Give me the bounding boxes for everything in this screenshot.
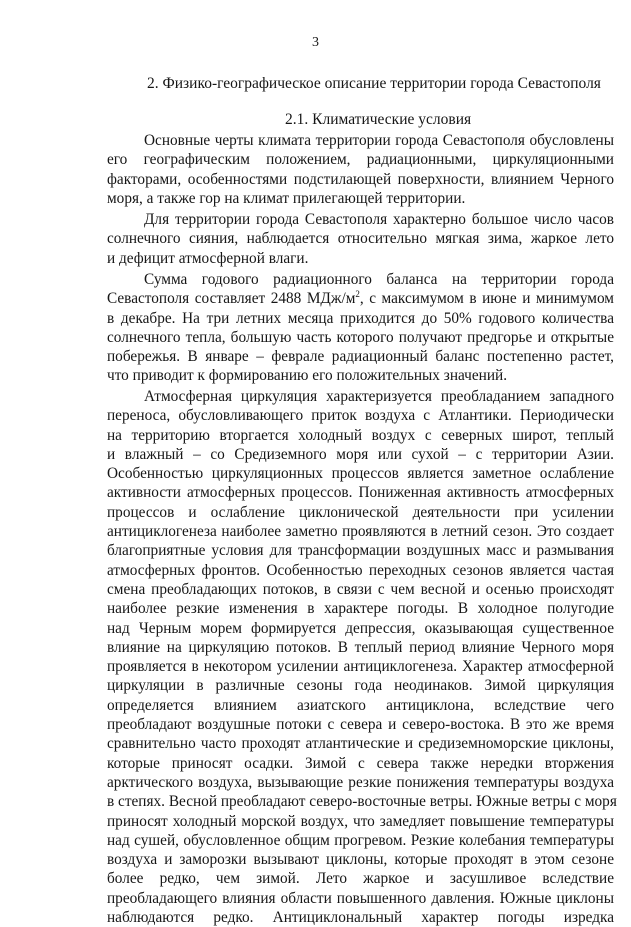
text-line: Для территории города Севастополя характерно большое число часов [144,211,614,228]
text-line: на территорию вторгается холодный воздух с северных широт, теплый [107,426,614,444]
text-line: Основные черты климата территории города Севастополя обусловлены [144,132,614,149]
subsection-heading: 2.1. Климатические условия [285,111,472,128]
section-heading: 2. Физико-географическое описание территории города Севастополя [147,75,601,92]
text-line: Особенностью циркуляционных процессов является заметное ослабление [107,465,614,483]
text-line: преобладающего влияния области повышенного давления. Южные циклоны [107,889,614,907]
text-line: активности атмосферных процессов. Пониженная активность атмосферных [107,484,614,502]
text-line: в степях. Весной преобладают северо-восточные ветры. Южные ветры с моря [107,793,617,811]
text-line: что приводит к формированию его положительных значений. [107,367,508,385]
text-line: над сушей, обусловленное общим прогревом. Резкие колебания температуры [107,831,614,849]
text-line: определяется влиянием азиатского антициклона, вследствие чего [107,696,614,714]
paragraph-sunshine [107,210,614,268]
text-line: арктического воздуха, вызывающие резкие понижения температуры воздуха [107,773,614,791]
text-line: переноса, обусловливающего приток воздуха с Атлантики. Периодически [107,407,614,425]
text-line: антициклогенеза наиболее заметно проявляются в летний сезон. Это создает [107,523,614,541]
page-number: 3 [312,35,319,50]
text-line: солнечного тепла, большую часть которого получают предгорье и открытые [107,328,614,346]
text-line: влияние на циркуляцию потоков. В теплый период влияние Черного моря [107,638,614,656]
text-line: над Черным морем формируется депрессия, оказывающая существенное [107,619,614,637]
text-fragment: , с максимумом в июне и минимумом [359,290,614,308]
text-fragment: Севастополя составляет 2488 МДж/м [107,290,356,308]
text-line: проявляется в некотором усилении антициклогенеза. Характер атмосферной [107,658,614,676]
text-line: процессов и ослабление циклонической деятельности при усилении [107,503,614,521]
text-line: в декабре. На три летних месяца приходится до 50% годового количества [107,309,614,327]
text-line: благоприятные условия для трансформации воздушных масс и размывания [107,542,614,560]
text-line: воздуха и заморозки вызывают циклоны, которые проходят в этом сезоне [107,851,614,869]
paragraph-climate-factors [107,131,614,208]
text-line-with-unit [107,289,614,308]
text-line: наиболее резкие изменения в характере погоды. В холодное полугодие [107,600,614,618]
text-line: и дефицит атмосферной влаги. [107,249,309,267]
text-line: наблюдаются редко. Антициклональный характер погоды изредка [107,909,614,927]
text-line: его географическим положением, радиационными, циркуляционными [107,151,614,169]
text-line: более редко, чем зимой. Лето жаркое и засушливое вследствие [107,870,614,888]
text-line: атмосферных фронтов. Особенностью переходных сезонов является частая [107,561,614,579]
text-line: которые приносят осадки. Зимой с севера также нередки вторжения [107,754,614,772]
unit-superscript: 2 [355,289,360,300]
text-line: солнечного сияния, наблюдается относительно мягкая зима, жаркое лето [107,230,614,248]
text-line: Сумма годового радиационного баланса на территории города [144,271,614,288]
text-line: сравнительно часто проходят атлантические и средиземноморские циклоны, [107,735,614,753]
text-line: преобладают воздушные потоки с севера и северо-востока. В это же время [107,716,614,734]
text-line: циркуляции в различные сезоны года неодинаков. Зимой циркуляция [107,677,614,695]
text-line: факторами, особенностями подстилающей поверхности, влиянием Черного [107,170,614,188]
paragraph-radiation-balance [107,270,614,386]
text-line: смена преобладающих потоков, в связи с чем весной и осенью происходят [107,580,614,598]
text-line: Атмосферная циркуляция характеризуется преобладанием западного [144,388,614,405]
text-line: моря, а также гор на климат прилегающей территории. [107,189,466,207]
text-line: приносят холодный морской воздух, что замедляет повышение температуры [107,812,614,830]
text-line: и влажный – со Средиземного моря или сухой – с территории Азии. [107,445,614,463]
paragraph-atmospheric-circulation [107,387,617,927]
text-line: побережья. В январе – феврале радиационный баланс постепенно растет, [107,348,614,366]
